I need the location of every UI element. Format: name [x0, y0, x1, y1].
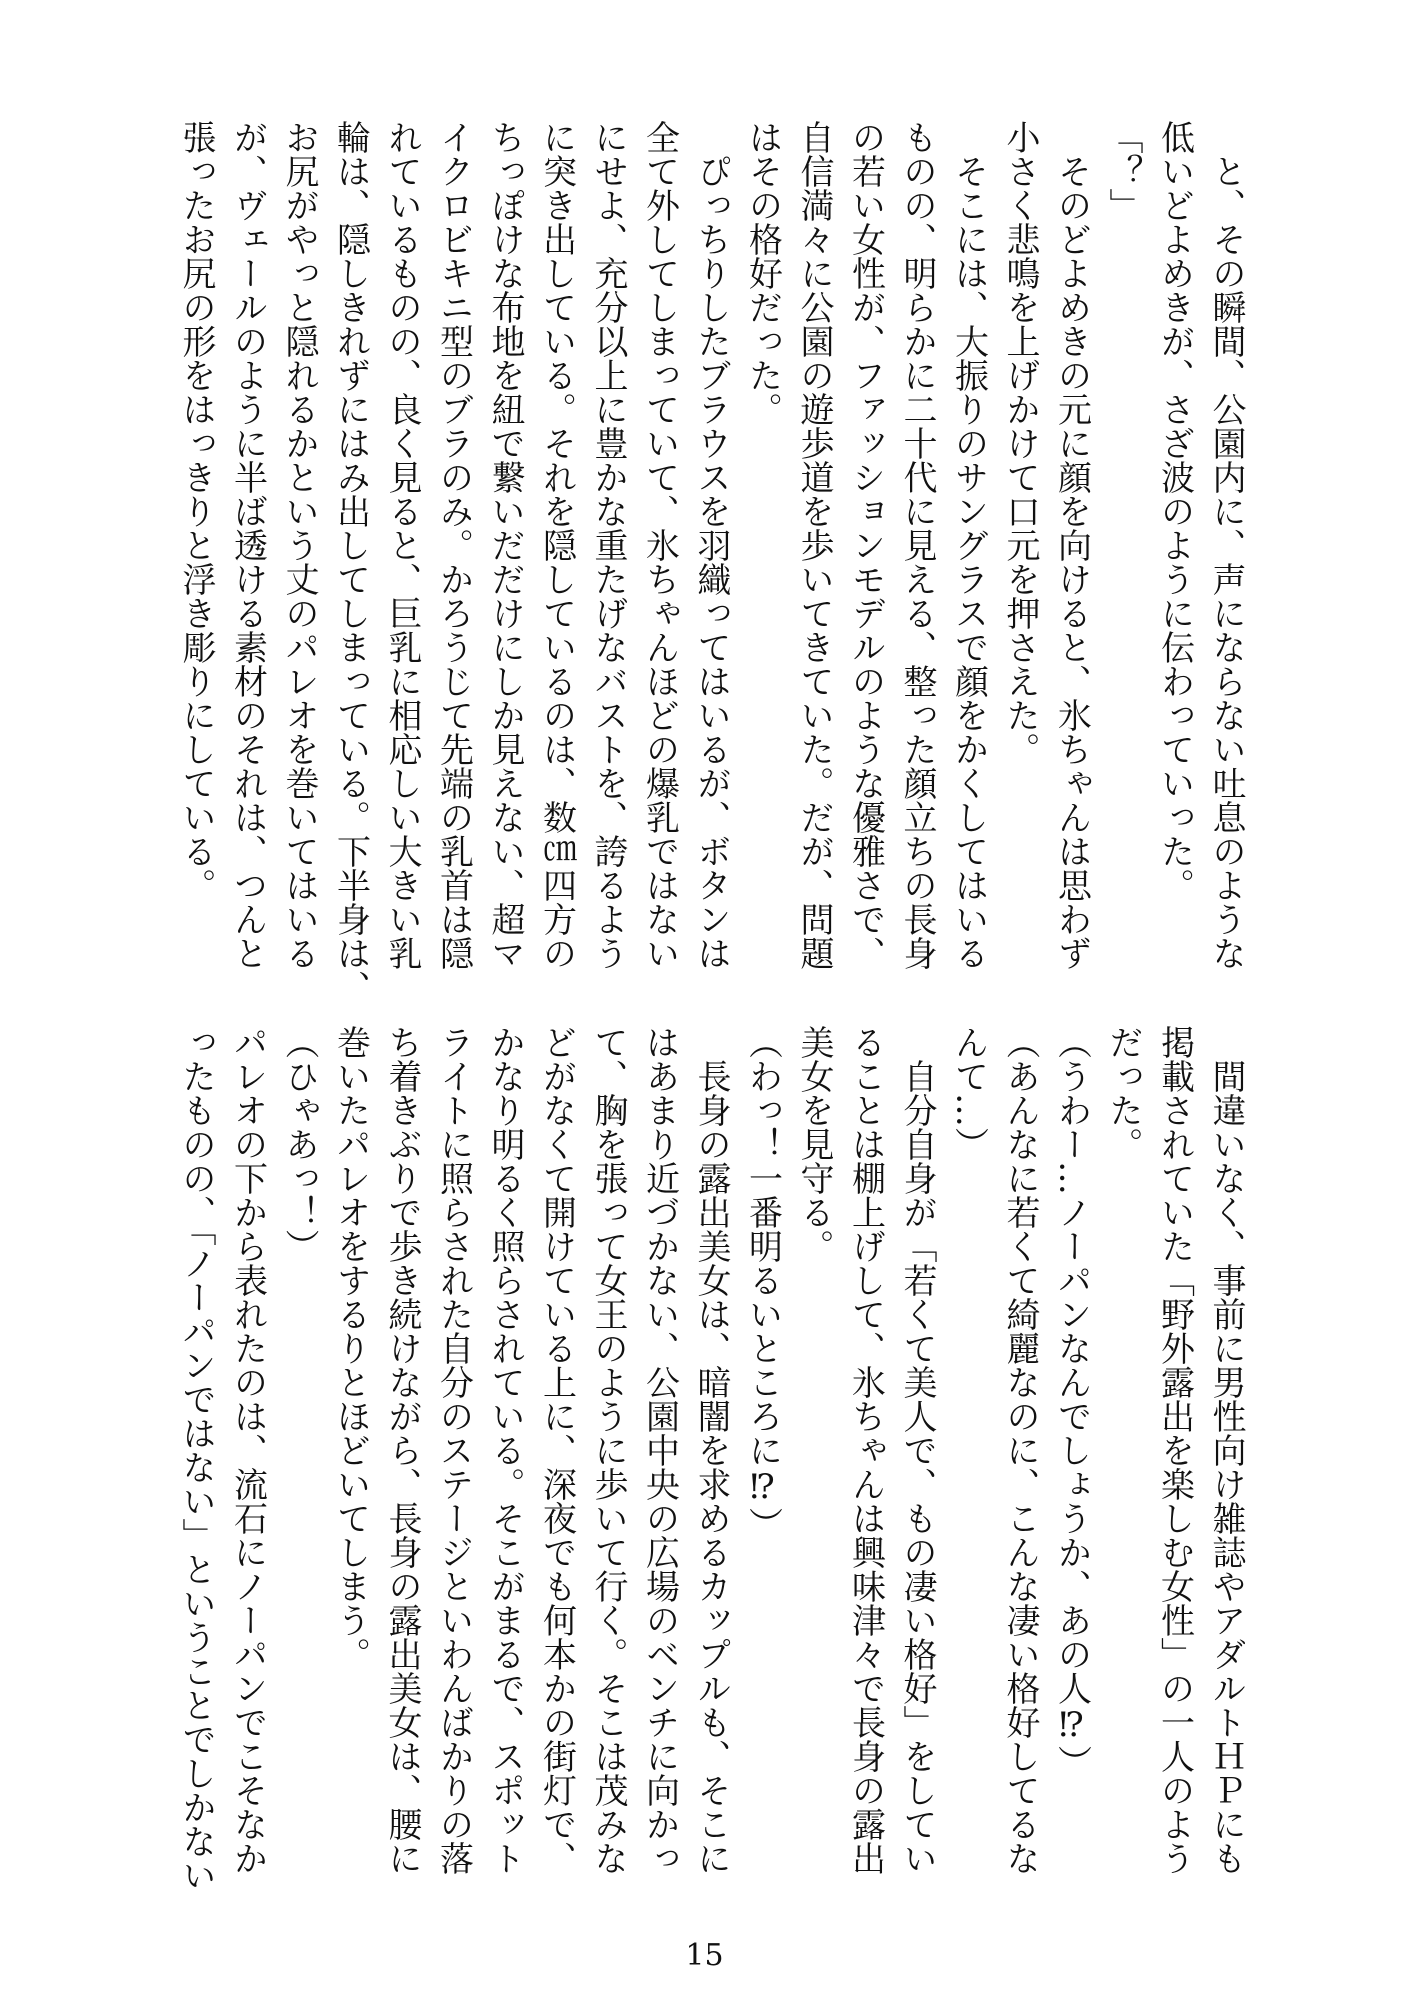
text-line: ぴっちりしたブラウスを羽織ってはいるが、ボタンは	[691, 120, 731, 970]
text-line: はその格好だった。	[742, 120, 783, 426]
text-line: どがなくて開けている上に、深夜でも何本かの街灯で、	[536, 1025, 577, 1875]
text-line: （わっ！一番明るいところに⁉）	[742, 1025, 783, 1541]
text-line: 掲載されていた「野外露出を楽しむ女性」の一人のよう	[1154, 1025, 1195, 1875]
text-line: にせよ、充分以上に豊かな重たげなバストを、誇るよう	[588, 120, 628, 970]
text-line: （あんなに若くて綺麗なのに、こんな凄い格好してるな	[1000, 1025, 1040, 1875]
text-line: 全て外してしまっていて、氷ちゃんほどの爆乳ではない	[639, 120, 680, 970]
text-line: ちっぽけな布地を紐で繋いだだけにしか見えない、超マ	[485, 120, 525, 970]
text-line: 張ったお尻の形をはっきりと浮き彫りにしている。	[176, 120, 216, 902]
text-line: パレオの下から表れたのは、流石にノーパンでこそなか	[227, 1025, 268, 1875]
text-line: だった。	[1103, 1025, 1143, 1161]
text-line: ることは棚上げして、氷ちゃんは興味津々で長身の露出	[845, 1025, 886, 1875]
lower-text-block	[170, 1025, 1252, 1892]
text-line: そこには、大振りのサングラスで顔をかくしてはいる	[948, 120, 989, 970]
text-line: ライトに照らされた自分のステージといわんばかりの落	[433, 1025, 474, 1875]
text-line: イクロビキニ型のブラのみ。かろうじて先端の乳首は隠	[433, 120, 474, 970]
text-line: ものの、明らかに二十代に見える、整った顔立ちの長身	[897, 120, 937, 970]
text-line: の若い女性が、ファッションモデルのような優雅さで、	[845, 120, 886, 970]
text-line: 巻いたパレオをするりとほどいてしまう。	[330, 1025, 371, 1671]
upper-text-block	[170, 120, 1252, 1004]
text-line: と、その瞬間、公園内に、声にならない吐息のような	[1206, 120, 1246, 970]
text-line: 美女を見守る。	[794, 1025, 834, 1263]
text-line: 自信満々に公園の遊歩道を歩いてきていた。だが、問題	[794, 120, 834, 970]
text-line: て、胸を張って女王のように歩いて行く。そこは茂みな	[588, 1025, 628, 1875]
text-line: ち着きぶりで歩き続けながら、長身の露出美女は、腰に	[382, 1025, 422, 1875]
text-line: そのどよめきの元に顔を向けると、氷ちゃんは思わず	[1051, 120, 1092, 970]
text-line: ったものの、「ノーパンではない」ということでしかない	[176, 1025, 216, 1892]
text-line: （ひゃあっ！）	[279, 1025, 319, 1263]
text-line: 間違いなく、事前に男性向け雑誌やアダルトＨＰにも	[1206, 1025, 1246, 1875]
text-line: （うわー…ノーパンなんでしょうか、あの人⁉）	[1051, 1025, 1092, 1779]
text-line: お尻がやっと隠れるかという丈のパレオを巻いてはいる	[279, 120, 319, 970]
text-line: に突き出している。それを隠しているのは、数㎝四方の	[536, 120, 577, 970]
text-line: れているものの、良く見ると、巨乳に相応しい大きい乳	[382, 120, 422, 970]
text-line: 低いどよめきが、さざ波のように伝わっていった。	[1154, 120, 1195, 902]
page-number: 15	[685, 1938, 724, 1973]
text-line: 「？」	[1103, 120, 1143, 222]
text-line: 長身の露出美女は、暗闇を求めるカップルも、そこに	[691, 1025, 731, 1875]
text-line: 輪は、隠しきれずにはみ出してしまっている。下半身は、	[330, 120, 371, 1004]
text-line: はあまり近づかない、公園中央の広場のベンチに向かっ	[639, 1025, 680, 1875]
text-line: 自分自身が「若くて美人で、もの凄い格好」をしてい	[897, 1025, 937, 1875]
text-line: かなり明るく照らされている。そこがまるで、スポット	[485, 1025, 525, 1875]
text-line: が、ヴェールのように半ば透ける素材のそれは、つんと	[227, 120, 268, 970]
text-line: 小さく悲鳴を上げかけて口元を押さえた。	[1000, 120, 1040, 766]
text-line: んて…）	[948, 1025, 989, 1161]
